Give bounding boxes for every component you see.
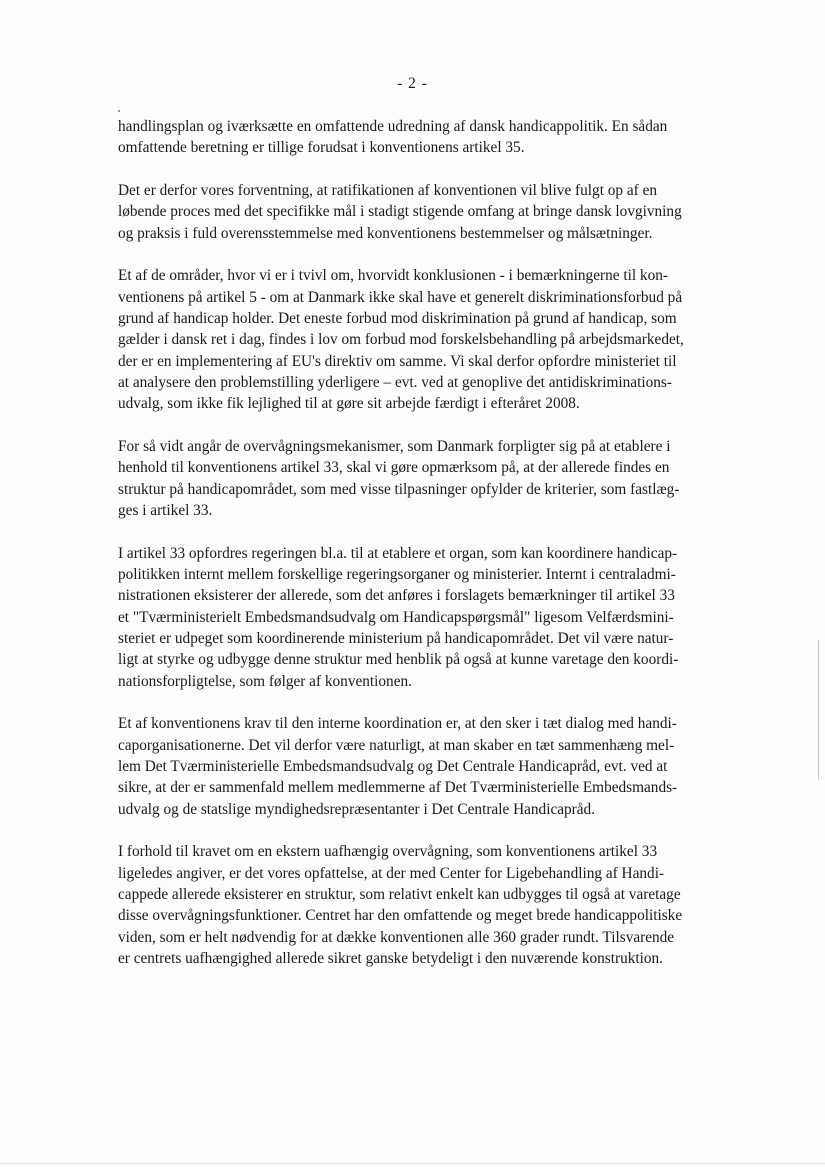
paragraph-1 [118, 116, 710, 159]
text-line: handlingsplan og iværksætte en omfattende udredning af dansk handicappolitik. En sådan [118, 118, 668, 135]
text-line: caporganisationerne. Det vil derfor være naturligt, at man skaber en tæt sammenhæng mel- [118, 736, 675, 754]
paragraph-6 [118, 713, 710, 819]
text-line: Et af de områder, hvor vi er i tvivl om, hvorvidt konklusionen - i bemærkningerne til kon- [118, 267, 668, 285]
text-line: henhold til konventionens artikel 33, skal vi gøre opmærksom på, at der allerede findes en [118, 459, 670, 477]
text-line: at analysere den problemstilling yderligere – evt. ved at genoplive det antidiskriminations- [118, 373, 672, 391]
text-line: ventionens på artikel 5 - om at Danmark ikke skal have et generelt diskriminationsforbud på [118, 288, 683, 306]
text-line: lem Det Tværministerielle Embedsmandsudvalg og Det Centrale Handicapråd, evt. ved at [118, 757, 668, 775]
paragraph-3 [118, 265, 710, 414]
text-line: ligt at styrke og udbygge denne struktur med henblik på også at kunne varetage den koordi- [118, 651, 679, 669]
scan-edge-line [818, 640, 819, 780]
text-line: løbende proces med det specifikke mål i stadigt stigende omfang at bringe dansk lovgivning [118, 203, 682, 221]
text-line: politikken internt mellem forskellige regeringsorganer og ministerier. Internt i centraladmi- [118, 566, 676, 584]
scan-speck [118, 110, 120, 112]
paragraph-7 [118, 841, 710, 969]
text-line: Et af konventionens krav til den interne koordination er, at den sker i tæt dialog med handi- [118, 715, 677, 733]
page-number: - 2 - [397, 75, 428, 92]
paragraph-2 [118, 180, 710, 244]
text-line: er centrets uafhængighed allerede sikret ganske betydeligt i den nuværende konstruktion. [118, 949, 664, 967]
text-line: cappede allerede eksisterer en struktur, som relativt enkelt kan udbygges til også at varetage [118, 885, 681, 903]
text-line: udvalg og de statslige myndighedsrepræsentanter i Det Centrale Handicapråd. [118, 800, 596, 818]
text-line: viden, som er helt nødvendig for at dække konventionen alle 360 grader rundt. Tilsvarende [118, 928, 675, 946]
text-line: I artikel 33 opfordres regeringen bl.a. til at etablere et organ, som kan koordinere handicap- [118, 544, 678, 562]
scan-bottom-edge [0, 1163, 825, 1164]
text-line: Det er derfor vores forventning, at ratifikationen af konventionen vil blive fulgt op af en [118, 182, 658, 200]
text-line: der er en implementering af EU's direktiv om samme. Vi skal derfor opfordre ministeriet til [118, 352, 677, 370]
text-line: ges i artikel 33. [118, 501, 213, 519]
text-line: omfattende beretning er tillige forudsat i konventionens artikel 35. [118, 139, 525, 157]
text-line: For så vidt angår de overvågningsmekanismer, som Danmark forpligter sig på at etablere i [118, 438, 671, 456]
text-line: udvalg, som ikke fik lejlighed til at gøre sit arbejde færdigt i efteråret 2008. [118, 395, 580, 413]
text-line: gælder i dansk ret i dag, findes i lov om forbud mod forskelsbehandling på arbejdsmarkedet, [118, 331, 684, 349]
paragraph-4 [118, 436, 710, 521]
text-line: ligeledes angiver, er det vores opfattelse, at der med Center for Ligebehandling af Handi- [118, 864, 665, 882]
text-line: struktur på handicapområdet, som med visse tilpasninger opfylder de kriterier, som fastlæg- [118, 480, 680, 498]
text-line: sikre, at der er sammenfald mellem medlemmerne af Det Tværministerielle Embedsmands- [118, 779, 678, 797]
paragraph-5 [118, 543, 710, 692]
text-line: og praksis i fuld overensstemmelse med konventionens bestemmelser og målsætninger. [118, 224, 653, 242]
text-line: disse overvågningsfunktioner. Centret har den omfattende og meget brede handicappolitiske [118, 907, 683, 925]
body-text [118, 116, 710, 991]
text-line: I forhold til kravet om en ekstern uafhængig overvågning, som konventionens artikel 33 [118, 843, 658, 861]
text-line: steriet er udpeget som koordinerende ministerium på handicapområdet. Det vil være natur- [118, 629, 674, 647]
text-line: et "Tværministerielt Embedsmandsudvalg om Handicapspørgsmål" ligesom Velfærdsmini- [118, 608, 674, 626]
text-line: nistrationen eksisterer der allerede, som det anføres i forslagets bemærkninger til artikel 33 [118, 587, 675, 605]
text-line: grund af handicap holder. Det eneste forbud mod diskrimination på grund af handicap, som [118, 310, 677, 328]
text-line: nationsforpligtelse, som følger af konventionen. [118, 672, 412, 690]
